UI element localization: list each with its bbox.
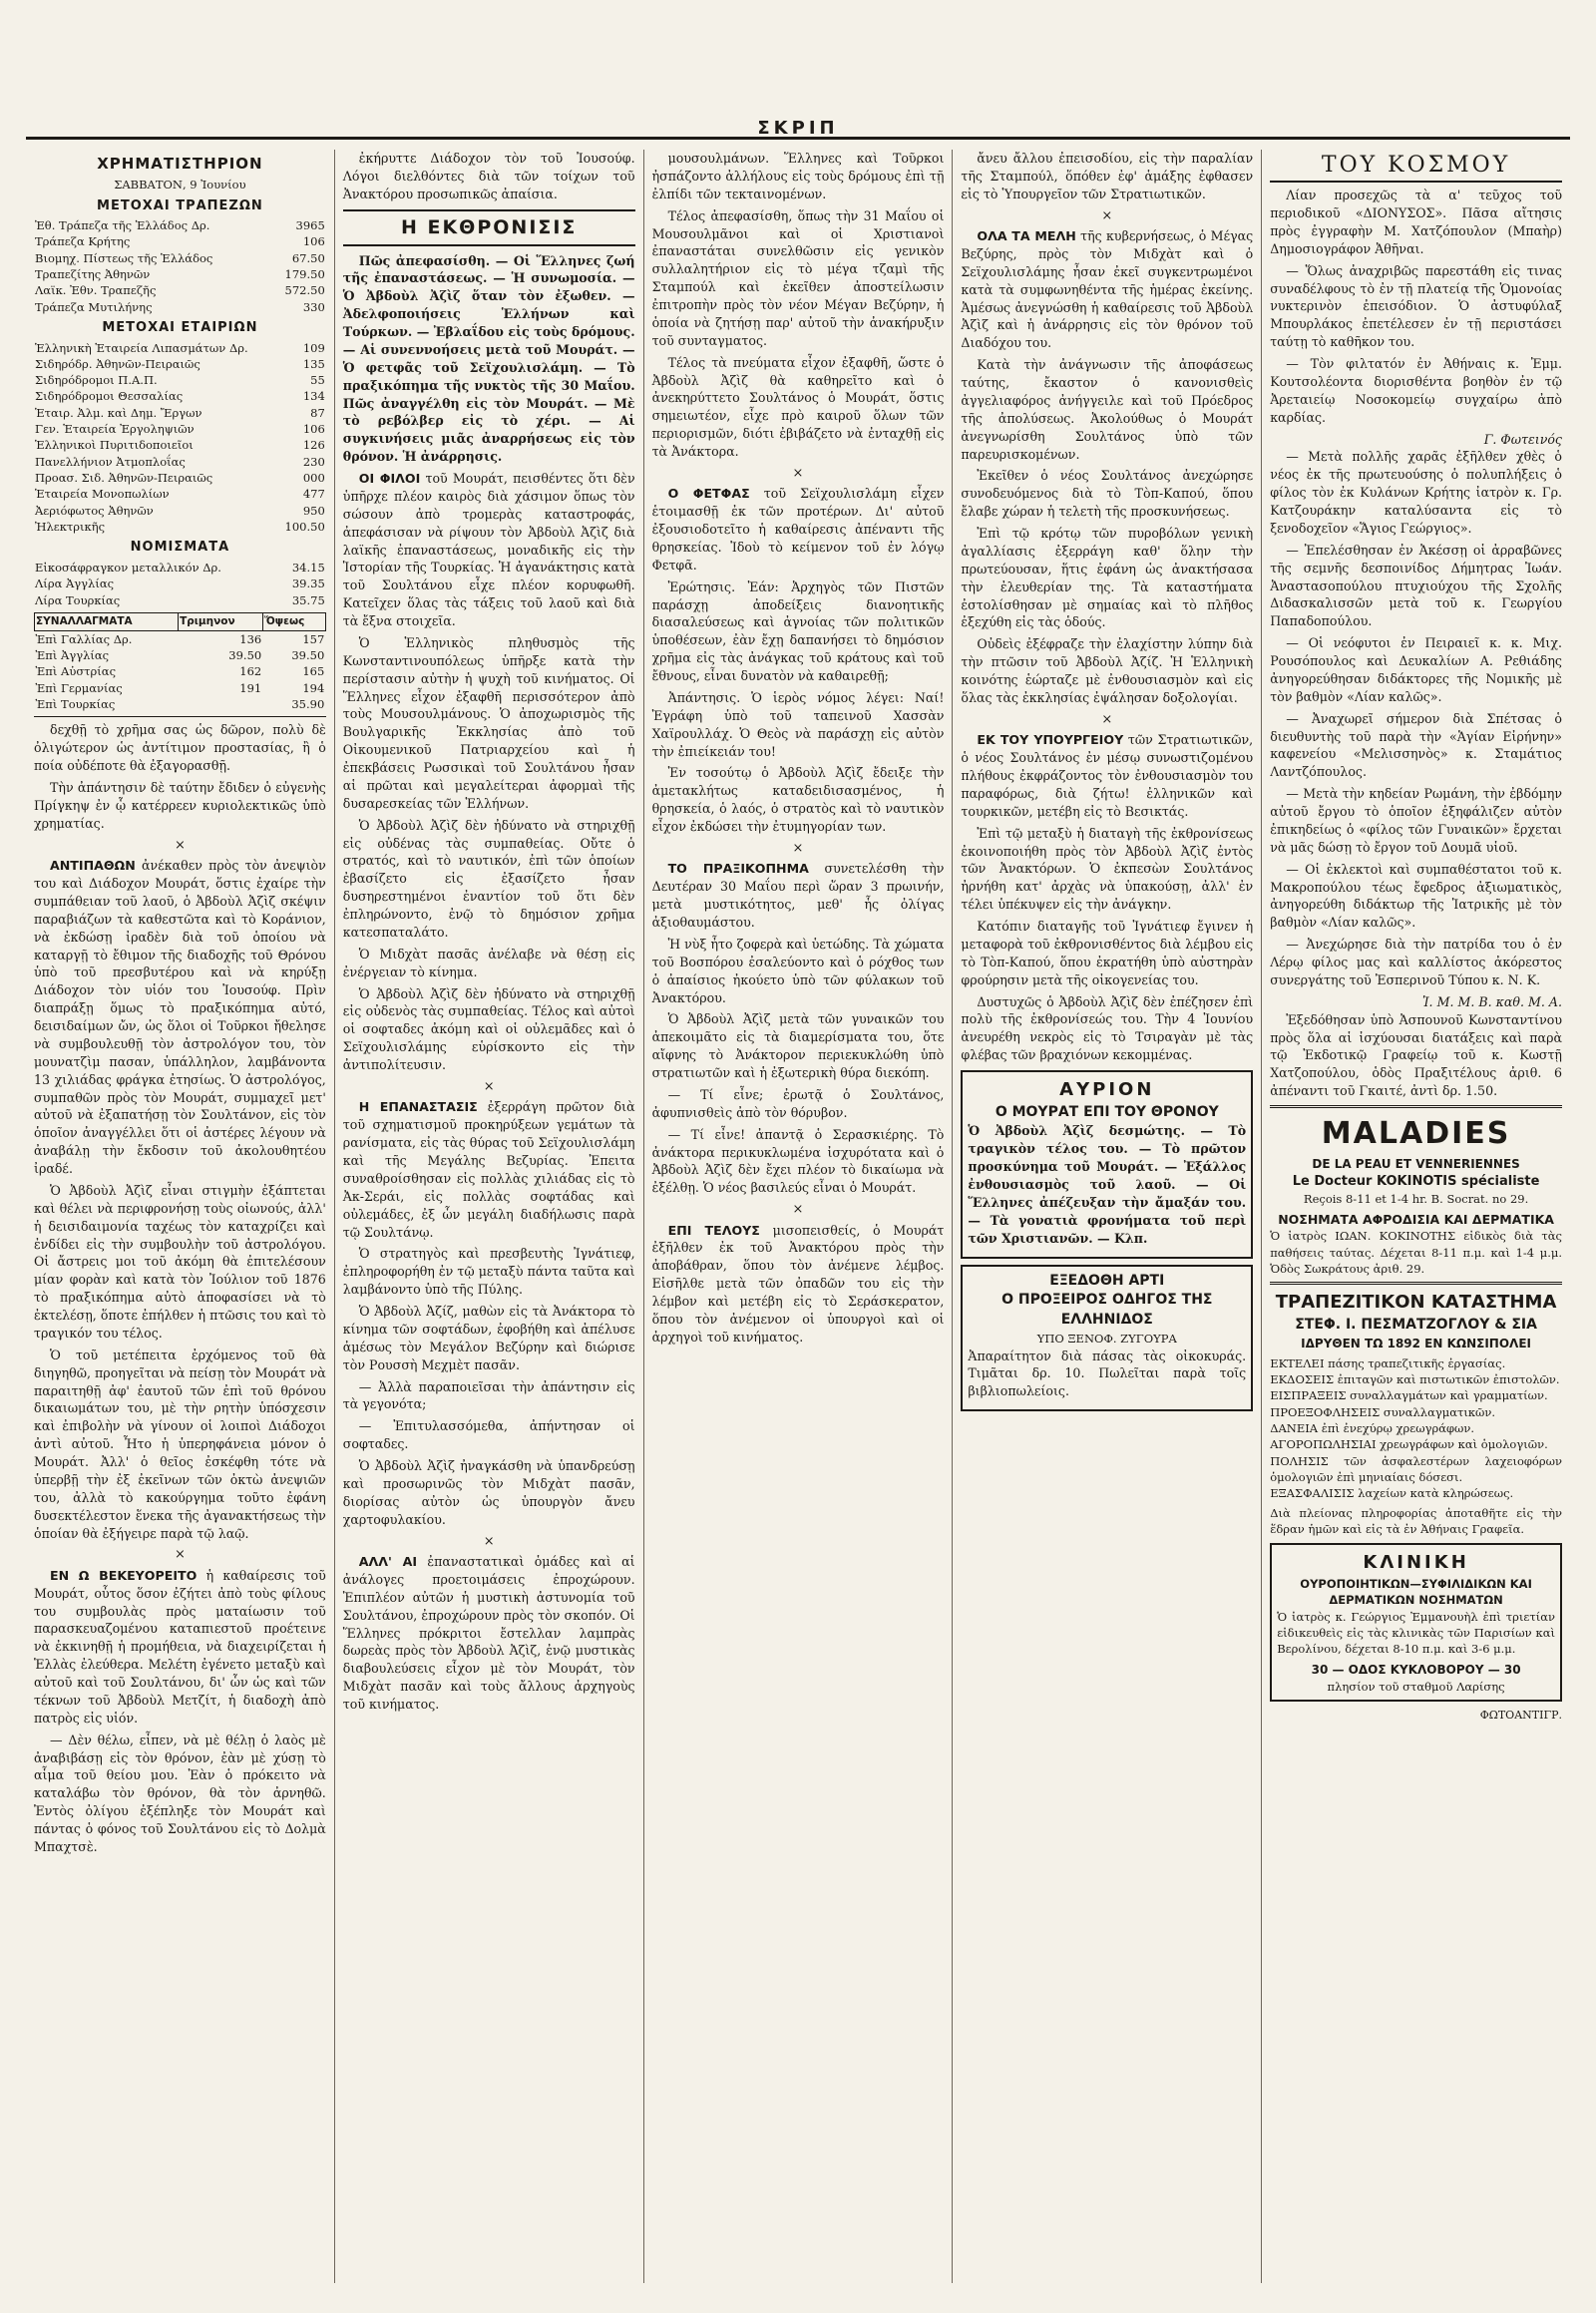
ad-clinic-sub: ΟΥΡΟΠΟΙΗΤΙΚΩΝ—ΣΥΦΙΛΙΔΙΚΩΝ ΚΑΙ ΔΕΡΜΑΤΙΚΩΝ ΝΟΣΗΜΑΤΩΝ	[1300, 1576, 1532, 1608]
table-row: Γεν. Ἑταιρεία Ἐργοληψιῶν 106	[35, 422, 325, 437]
ad-maladies-greek-text: Ὁ ἰατρὸς ΙΩΑΝ. ΚΟΚΙΝΟΤΗΣ εἰδικὸς διὰ τὰς παθήσεις ταύτας. Δέχεται 8-11 π.μ. καὶ 1-4 μ.μ. Ὁδὸς Σωκράτους ἀριθ. 29.	[1270, 1229, 1562, 1276]
section-kicker: ΕΝ Ω ΒΕΚΕΥΟΡΕΙΤΟ	[50, 1567, 198, 1583]
ad-clinic-address-2: πλησίον τοῦ σταθμοῦ Λαρίσης	[1327, 1679, 1505, 1694]
table-row: Βιομηχ. Πίστεως τῆς Ἑλλάδος 67.50	[35, 250, 325, 265]
column-3: μουσουλμάνων. Ἕλληνες καὶ Τοῦρκοι ἠσπάζοντο ἀλλήλους εἰς τοὺς δρόμους ἐπὶ τῇ ἐλπίδι τῶν τεκταινομένων. Τέλος ἀπεφασίσθη, ὅπως τὴν 31 Μαΐου οἱ Μουσουλμᾶνοι καὶ οἱ Χριστιανοὶ ἐπαναστάται συνελθῶσιν εἰς γενικὸν συλλαλητήριον εἰς τὸ μέγα τζαμὶ τῆς Σταμπούλ καὶ ἐκεῖθεν ἀποστείλωσιν ἐπιτροπὴν πρὸς τὸν νέον Μέγαν Βεζύρην, ἡ ὁποία νὰ ζητήσῃ παρ' αὐτοῦ τὴν ἀνακήρυξιν τοῦ συνταγματος. Τέλος τὰ πνεύματα εἶχον ἐξαφθῆ, ὥστε ὁ Ἀβδοὺλ Ἀζὶζ θὰ καθηρεῖτο καὶ ὁ ἀνεκηρύττετο Σουλτάνος ὁ Μουράτ, ὅστις σημειωτέον, εἶχε πρὸ καιροῦ ὅλων τῶν περιορισμῶν, διότι ἐβιβάζετο νὰ ἐνταχθῇ εἰς τὰ Ἀνάκτορα. × Ο ΦΕΤΦΑΣ τοῦ Σεϊχουλισλάμη εἶχεν ἑτοιμασθῇ ἐκ τῶν προτέρων. Δι' αὐτοῦ ἐξουσιοδοτεῖτο ἡ καθαίρεσις ἀπέναντι τῆς θρησκείας. Ἰδοὺ τὸ κείμενον τοῦ ἐν λόγῳ Φετφᾶ. Ἐρώτησις. Ἐάν: Ἀρχηγὸς τῶν Πιστῶν παράσχῃ ἀποδείξεις διανοητικῆς διασαλεύσεως καὶ ἀγνοίας τῶν πολιτικῶν ὑποθέσεων, ἐὰν ἔχῃ δαπανήσει τὸ δημόσιον χρῆμα εἰς τὰς ἀνάγκας τοῦ κράτους καὶ τοῦ ἔθνους, εἶναι δυνατὸν νὰ καθαιρεθῇ; Ἀπάντησις. Ὁ ἱερὸς νόμος λέγει: Ναί! Ἐγράφη ὑπὸ τοῦ ταπεινοῦ Χασσὰν Χαϊρουλλάχ. Ὁ Θεὸς νὰ παράσχῃ εἰς αὐτὸν τὴν ἐπιείκειάν του! Ἐν τοσούτῳ ὁ Ἀβδοὺλ Ἀζὶζ ἔδειξε τὴν ἀμετακλήτως καταδειδισασμένος, ἡ θρησκεία, ὁ λαός, ὁ στρατὸς καὶ τὸ ναυτικὸν εἶχον ἐκδώσει τὴν ἐτυμηγορίαν των. × ΤΟ ΠΡΑΞΙΚΟΠΗΜΑ συνετελέσθη τὴν Δευτέραν 30 Μαΐου περὶ ὥραν 3 πρωινήν, μετὰ μυστικότητος, μεθ' ἧς ὀλίγας ἀξιοθαυμάστου. Ἡ νὺξ ἦτο ζοφερὰ καὶ ὑετώδης. Τὰ χώματα τοῦ Βοσπόρου ἐσαλεύοντο καὶ ὁ ρόχθος των ὁ ἀπαίσιος ἠκούετο ὑπὸ τῶν φύλακων τοῦ Ἀνακτόρου. Ὁ Ἀβδοὺλ Ἀζὶζ μετὰ τῶν γυναικῶν του ἀπεκοιμᾶτο εἰς τὰ διαμερίσματα του, ὅτε αἴφνης τὸ Ἀνάκτορον περιεκυκλώθη ὑπὸ στρατιωτῶν καὶ ἡ ἐξωτερικὴ θύρα διεκόπη. — Τί εἶνε; ἐρωτᾷ ὁ Σουλτάνος, ἀφυπνισθεὶς ἀπὸ τὸν θόρυβον. — Τί εἶνε! ἀπαντᾷ ὁ Σερασκιέρης. Τὸ ἀνάκτορα περικυκλωμένα ἰσχυρότατα καὶ ὁ Ἀβδοὺλ Ἀζὶζ δὲν ἔχει πλέον τὸ δικαίωμα νὰ ἐξέλθῃ. Ὁ νέος βασιλεύς εἶναι ὁ Μουράτ. × ΕΠΙ ΤΕΛΟΥΣ μισοπεισθείς, ὁ Μουράτ ἐξῆλθεν ἐκ τοῦ Ἀνακτόρου πρὸς τὴν ἀποβάθραν, ὅπου τὸν ἀνέμενε λέμβος. Εἰσῆλθε μετὰ τῶν ὀπαδῶν του εἰς τὴν λέμβον καὶ μετέβη εἰς τὸ Σεράσκερατον, ὅπου τὸν ἀνέμενον οἱ ὑπουργοὶ καὶ οἱ ἀρχηγοὶ τοῦ κινήματος.	[644, 150, 954, 2283]
paragraph: ΕΝ Ω ΒΕΚΕΥΟΡΕΙΤΟ ἡ καθαίρεσις τοῦ Μουράτ, οὗτος ὅσον ἐζήτει ἀπὸ τοὺς φίλους του συμβουλὰς πρὸς ματαίωσιν τοῦ παρασκευαζομένου καταπιεστοῦ προέτεινε νὰ ἐκκινηθῇ ἡ προμήθεια, νὰ διαχειρίζεται ἡ Ἑλλὰς ἐλεύθερα. Μελέτη ἐγένετο μεταξὺ καὶ αὐτοῦ καὶ τοῦ Σουλτάνου, δι' ὧν ὡς καὶ τῶν τέκνων τοῦ Ἀβδοὺλ Μετζίτ, ἡ διαδοχὴ ἀπὸ πατρὸς εἰς υἱόν.	[34, 1567, 326, 1726]
paragraph: — Μετὰ πολλῆς χαρᾶς ἐξῆλθεν χθὲς ὁ νέος ἐκ τῆς πρωτευούσης ὁ πολυπλήξεις ὁ φίλος τὸν ἐκ Κυλάνων Κρήτης ἰατρὸν κ. Γρ. Κατζουράκην καταλύσαντα εἰς τὸ ξενοδοχεῖον «Ἅγιος Γεώργιος».	[1270, 449, 1562, 536]
section-kicker: ΤΟ ΠΡΑΞΙΚΟΠΗΜΑ	[667, 861, 809, 877]
book-ad-head: ΕΞΕΔΟΘΗ ΑΡΤΙ	[1049, 1272, 1165, 1289]
ad-bank	[1270, 1290, 1562, 1537]
section-kicker: ΟΙ ΦΙΛΟΙ	[358, 471, 421, 487]
ad-maladies-title: MALADIES	[1321, 1116, 1511, 1152]
paragraph: — Ἀνεχώρησε διὰ τὴν πατρίδα του ὁ ἐν Λέρῳ φίλος μας καὶ καλλίστος ἀκόρεστος συνεργάτης τοῦ Ἐσπερινοῦ Τύπου κ. Ν. Κ.	[1270, 937, 1562, 987]
table-header-row: ΣΥΝΑΛΛΑΓΜΑΤΑ Τριμηνον Ὄψεως	[35, 612, 326, 630]
ad-maladies-sub: DE LA PEAU ET VENNERIENNES	[1312, 1156, 1520, 1171]
paragraph: ΟΛΑ ΤΑ ΜΕΛΗ τῆς κυβερνήσεως, ὁ Μέγας Βεζύρης, πρὸς τὸν Μιδχὰτ καὶ ὁ Σεϊχουλισλάμης ἦσαν ἐκεῖ συγκεντρωμένοι κατὰ τὰ συμφωνηθέντα τῆς ἡμέρας ἐκείνης. Ἀμέσως ἀνεγνώσθη ἡ καθαίρεσις τοῦ Ἀβδοὺλ Ἀζὶζ καὶ ἡ ἀνάρρησις εἰς τὸν θρόνον τοῦ Διαδόχου του.	[961, 228, 1254, 351]
section-kicker: Η ΕΠΑΝΑΣΤΑΣΙΣ	[358, 1099, 478, 1115]
ad-bank-founded: ΙΔΡΥΘΕΝ ΤΩ 1892 ΕΝ ΚΩΝΣΙΠΟΛΕΙ	[1301, 1336, 1531, 1350]
ad-bank-note: Διὰ πλείονας πληροφορίας ἀποταθῆτε εἰς τὴν ἕδραν ἡμῶν καὶ εἰς τὰ ἐν Ἀθήναις Γραφεῖα.	[1270, 1505, 1562, 1536]
paragraph: Τέλος τὰ πνεύματα εἶχον ἐξαφθῆ, ὥστε ὁ Ἀβδοὺλ Ἀζὶζ θὰ καθηρεῖτο καὶ ὁ ἀνεκηρύττετο Σουλτάνος ὁ Μουράτ, ὅστις σημειωτέον, εἶχε πρὸ καιροῦ ὅλων τῶν περιορισμῶν, διότι ἐβιβάζετο νὰ ἐνταχθῇ εἰς τὰ Ἀνάκτορα.	[651, 354, 945, 459]
list-item: ΠΡΟΕΞΟΦΛΗΣΕΙΣ συναλλαγματικῶν.	[1270, 1404, 1496, 1419]
section-kicker: ΕΠΙ ΤΕΛΟΥΣ	[667, 1222, 760, 1238]
table-row: Ἀεριόφωτος Ἀθηνῶν 950	[35, 503, 325, 518]
paragraph: Ἐξεδόθησαν ὑπὸ Ἀσπουνοῦ Κωνσταντίνου πρὸς ὅλα αἱ ἰσχύουσαι διατάξεις καὶ παρὰ τῷ Ἐκδοτικῷ Γραφείῳ τοῦ κ. Κωστῇ Χατζοπούλου, ὁδὸς Πραξιτέλους ἀριθ. 6 ἀπέναντι τοῦ Γκαιτέ, ἀντὶ δρ. 1.50.	[1270, 1011, 1562, 1099]
list-item: ΕΞΑΣΦΑΛΙΣΙΣ λαχείων κατὰ κληρώσεως.	[1270, 1486, 1514, 1501]
book-ad-box	[961, 1265, 1253, 1412]
paragraph: — Τί εἶνε! ἀπαντᾷ ὁ Σερασκιέρης. Τὸ ἀνάκτορα περικυκλωμένα ἰσχυρότατα καὶ ὁ Ἀβδοὺλ Ἀζὶζ δὲν ἔχει πλέον τὸ δικαίωμα νὰ ἐξέλθῃ. Ὁ νέος βασιλεύς εἶναι ὁ Μουράτ.	[651, 1126, 945, 1196]
ad-maladies	[1270, 1113, 1562, 1277]
ad-clinic	[1270, 1543, 1562, 1702]
paragraph: ΑΝΤΙΠΑΘΩΝ ἀνέκαθεν πρὸς τὸν ἀνεψιὸν του καὶ Διάδοχον Μουράτ, ὅστις ἐχαίρε τὴν συμπάθειαν τοῦ λαοῦ, ὁ Ἀβδοὺλ Ἀζὶζ σκέψιν παραβιάζων τὰ καθεστῶτα καὶ τὸ Κοράνιον, νὰ ἐκδώσῃ ἰραδὲν διὰ τοῦ ὁποίου νὰ καταργῇ τὸ ἔθιμον τῆς διαδοχῆς τοῦ Θρόνου ὑπὸ τοῦ πρεσβυτέρου καὶ νὰ κηρύξῃ Διάδοχον τὸν υἱόν του Ἰουσούφ. Πρὶν διαπράξῃ ὅμως τὸ πραξικόπημα αὐτό, δεισιδαίμων ὤν, ὡς ὅλοι οἱ Τοῦρκοι ἤθελησε νὰ συμβουλευθῇ τὸν ἀστρολόγον του, τὸν μουνατζὶμ πασαν, ὑπάλληλον, λαμβάνοντα 13 χιλιάδας φράγκα ἐτησίως. Ὁ ἀστρολόγος, συμπαθῶν πρὸς τὸν Μουράτ, συμμαχεῖ μετ' αὐτοῦ νὰ ἐξαπατήσῃ τὸν Σουλτάνον, εἰς τὸν ὁποῖον ἀναγγέλλει ὅτι οἱ ἀστέρες λέγουν νὰ ἀναβάλῃ τὴν ἔκδοσιν τοῦ ἀκολουθητέου ἰραδέ.	[34, 858, 326, 1176]
book-ad-text: Ἀπαραίτητον διὰ πάσας τὰς οἰκοκυράς. Τιμᾶται δρ. 10. Πωλεῖται παρὰ τοῖς βιβλιοπωλείοις.	[968, 1348, 1247, 1399]
table-row: Ἠλεκτρικῆς 100.50	[35, 520, 325, 535]
table-row: Ἑταιρεία Μονοπωλίων 477	[35, 487, 325, 502]
list-item: ΕΙΣΠΡΑΞΕΙΣ συναλλαγμάτων καὶ γραμματίων.	[1270, 1388, 1548, 1403]
ad-maladies-doctor: Le Docteur KOKINOTIS spécialiste	[1292, 1173, 1540, 1189]
paragraph: — Οἱ νεόφυτοι ἐν Πειραιεῖ κ. κ. Μιχ. Ρουσόπουλος καὶ Δευκαλίων Α. Ρεθιάδης ἀνηγορεύθησαν διδάκτορες τῆς Νομικῆς μὲ τὸν βαθμὸν «Λίαν καλῶς».	[1270, 635, 1562, 704]
paragraph: Λίαν προσεχῶς τὰ α' τεῦχος τοῦ περιοδικοῦ «ΔΙΟΝΥΣΟΣ». Πᾶσα αἴτησις πρὸς ἐγγραφὴν Μ. Χατζόπουλον (Μπαὴρ) Δημοσιογράφον Ἀθῆναι.	[1270, 188, 1562, 256]
paragraph: Ὁ Ἀβδοὺλ Ἀζίζ, μαθὼν εἰς τὰ Ἀνάκτορα τὸ κίνημα τῶν σοφτάδων, ἐφοβήθη καὶ ἀπέλυσε ἀμέσως τὸν Μεγάλον Βεζύρην καὶ διώρισε τὸν Ρουσσὴ Μεχμὲτ πασᾶν.	[342, 1304, 635, 1372]
paragraph: ΟΙ ΦΙΛΟΙ τοῦ Μουράτ, πεισθέντες ὅτι δὲν ὑπῆρχε πλέον καιρὸς διὰ χάσιμον ὅπως τὸν σώσουν ἀπὸ τρομερὰς καταστροφάς, ἀπεφάσισαν νὰ ρίψουν τὸν Ἀβδοὺλ Ἀζὶζ διὰ λαϊκῆς ἐπαναστάσεως, μοναδικῆς εἰς τὴν Ἱστορίαν τῆς Τουρκίας. Ἡ ἀγανάκτησις κατὰ τοῦ Σουλτάνου εἶχε πλέον κορυφωθῆ. Κατεῖχεν ὅλας τὰς τάξεις τοῦ λαοῦ καὶ διὰ τὰ ἔξνα στοιχεῖα.	[342, 471, 635, 629]
table-row: Ἐπὶ Ἀγγλίας 39.50 39.50	[35, 648, 325, 663]
book-ad-title: Ο ΠΡΟΞΕΙΡΟΣ ΟΔΗΓΟΣ ΤΗΣ ΕΛΛΗΝΙΔΟΣ	[1001, 1292, 1213, 1329]
column-5	[1262, 150, 1570, 2283]
column-heading: ΤΟΥ ΚΟΣΜΟΥ	[1270, 150, 1562, 183]
paragraph: ἄνευ ἄλλου ἐπεισοδίου, εἰς τὴν παραλίαν τῆς Σταμπούλ, ὅπόθεν ἐφ' ἁμάξης ἐφθασεν εἰς τὸ Ὑπουργεῖον τῶν Στρατιωτικῶν.	[961, 151, 1254, 201]
paragraph: — Τὸν φιλτατόν ἐν Ἀθήναις κ. Ἐμμ. Κουτσολέοντα διορισθέντα βοηθὸν ἐν τῷ Ἀρεταιείῳ Νοσοκομείῳ συγχαίρω ἀπὸ καρδίας.	[1270, 356, 1562, 425]
ad-bank-title: ΤΡΑΠΕΖΙΤΙΚΟΝ ΚΑΤΑΣΤΗΜΑ	[1275, 1292, 1557, 1314]
masthead-title: ΣΚΡΙΠ	[26, 118, 1570, 140]
footer-stamp: ΦΩΤΟΑΝΤΙΓΡ.	[1479, 1708, 1562, 1722]
paragraph: Τὴν ἀπάντησιν δὲ ταύτην ἔδιδεν ὁ εὐγενὴς Πρίγκηψ ἐν ᾧ κατέρρεεν κυριολεκτικῶς ὑπὸ χρηματίας.	[34, 780, 326, 831]
paragraph: — Ἐπιτυλασσόμεθα, ἀπήντησαν οἱ σοφταδες.	[342, 1418, 635, 1452]
table-row: Λίρα Τουρκίας 35.75	[35, 592, 325, 607]
tomorrow-summary: Ὁ Ἀβδοὺλ Ἀζὶζ δεσμώτης. — Τὸ τραγικὸν τέλος του. — Τὸ πρῶτον προσκύνημα τοῦ Μουράτ. — Ἐξάλλος ἐνθουσιασμὸς τοῦ λαοῦ. — Οἱ Ἕλληνες ἀπέζευξαν τὴν ἄμαξάν του. — Τὰ γονατιὰ φρονήματα τοῦ περὶ τῶν Χριστιανῶν. — Κλπ.	[968, 1123, 1247, 1246]
list-item: ΠΟΛΗΣΙΣ τῶν ἀσφαλεστέρων λαχειοφόρων ὁμολογιῶν ἐπὶ μηνιαίαις δόσεσι.	[1270, 1453, 1562, 1484]
paragraph: δεχθῇ τὸ χρῆμα σας ὡς δῶρον, πολὺ δὲ ὀλιγώτερον ὡς ἀντίτιμον προστασίας, ἢ ὁ ποία οὐδέποτε θὰ ἐξαγορασθῇ.	[34, 722, 326, 774]
exchange-title: ΣΥΝΑΛΛΑΓΜΑΤΑ	[35, 612, 179, 630]
paragraph: ΕΠΙ ΤΕΛΟΥΣ μισοπεισθείς, ὁ Μουράτ ἐξῆλθεν ἐκ τοῦ Ἀνακτόρου πρὸς τὴν ἀποβάθραν, ὅπου τὸν ἀνέμενε λέμβος. Εἰσῆλθε μετὰ τῶν ὀπαδῶν του εἰς τὴν λέμβον καὶ μετέβη εἰς τὸ Σεράσκερατον, ὅπου τὸν ἀνέμενον οἱ ὑπουργοὶ καὶ οἱ ἀρχηγοὶ τοῦ κινήματος.	[651, 1222, 945, 1345]
column-4: ἄνευ ἄλλου ἐπεισοδίου, εἰς τὴν παραλίαν τῆς Σταμπούλ, ὅπόθεν ἐφ' ἁμάξης ἐφθασεν εἰς τὸ Ὑπουργεῖον τῶν Στρατιωτικῶν. × ΟΛΑ ΤΑ ΜΕΛΗ τῆς κυβερνήσεως, ὁ Μέγας Βεζύρης, πρὸς τὸν Μιδχὰτ καὶ ὁ Σεϊχουλισλάμης ἦσαν ἐκεῖ συγκεντρωμένοι κατὰ τὰ συμφωνηθέντα τῆς ἡμέρας ἐκείνης. Ἀμέσως ἀνεγνώσθη ἡ καθαίρεσις τοῦ Ἀβδοὺλ Ἀζὶζ καὶ ἡ ἀνάρρησις εἰς τὸν θρόνον τοῦ Διαδόχου του. Κατὰ τὴν ἀνάγνωσιν τῆς ἀποφάσεως ταύτης, ἔκαστον ὁ κανονισθεὶς ἀγγελιαφόρος ἀνήγγειλε καὶ τοῦ Πρόεδρος τῆς ἀπολύσεως. Ἀκολούθως ὁ Μουράτ ἀνεγνωρίσθη Σουλτάνος ὑπὸ τῶν παρευρισκομένων. Ἐκεῖθεν ὁ νέος Σουλτάνος ἀνεχώρησε συνοδευόμενος διὰ τὸ Τὸπ-Καπού, ὅπου ἔλαβε χώραν ἡ τελετὴ τῆς προσκυνήσεως. Ἐπὶ τῷ κρότῳ τῶν πυροβόλων γενικὴ ἀγαλλίασις ἐξερράγη καθ' ὅλην τὴν πρωτεύουσαν, ἥτις ἐφάνη ὡς ἀνακτήσασα τὴν ἐλευθερίαν της. Τὰ καταστήματα ἐστολίσθησαν μὲ σημαίας καὶ τὸ πλῆθος ἐξεχύθη εἰς τὰς ὁδούς. Οὐδεὶς ἐξέφραζε τὴν ἐλαχίστην λύπην διὰ τὴν πτῶσιν τοῦ Ἀβδοὺλ Ἀζίζ. Ἡ Ἑλληνικὴ κοινότης ἑώρταζε μὲ ἐνθουσιασμὸν καὶ εἰς ὅλας τὰς ἐκκλησίας ἐψάλησαν δοξολογίαι. × ΕΚ ΤΟΥ ΥΠΟΥΡΓΕΙΟΥ τῶν Στρατιωτικῶν, ὁ νέος Σουλτάνος ἐν μέσῳ συνωστιζομένου πλήθους ἐκφράζοντος τὸν ἐνθουσιασμὸν του παραφόρως, διὰ ζήτω! ἐλληνικῶν καὶ τουρκικῶν, μετέβη εἰς τὸ Βεσικτάς. Ἐπὶ τῷ μεταξὺ ἡ διαταγὴ τῆς ἐκθρονίσεως ἐκοινοποιήθη πρὸς τὸν Ἀβδοὺλ Ἀζὶζ ἐντὸς τῶν Ἀνακτόρων. Ὁ ἐκπεσὼν Σουλτάνος ἠρνήθη κατ' ἀρχὰς νὰ ὑπακούσῃ, ἀλλ' ἐν τέλει ὑπέκυψεν εἰς τὴν ἀνάγκην. Κατόπιν διαταγῆς τοῦ Ἰγνάτιεφ ἔγινεν ἡ μεταφορὰ τοῦ ἐκθρονισθέντος διὰ λέμβου εἰς τὸ Τὸπ-Καπού, ὅπου ἐκρατήθη ὑπὸ αὐστηρὰν φρούρησιν μετὰ τῆς οἰκογενείας του. Δυστυχῶς ὁ Ἀβδοὺλ Ἀζὶζ δὲν ἐπέζησεν ἐπὶ πολὺ τῆς ἐκθρονίσεώς του. Τὴν 4 Ἰουνίου ἀνευρέθη νεκρὸς εἰς τὸ Τσιραγὰν μὲ τὰς φλέβας τῶν βραχιόνων κεκομμένας. ΑΥΡΙΟΝ Ο ΜΟΥΡΑΤ ΕΠΙ ΤΟΥ ΘΡΟΝΟΥ Ὁ Ἀβδοὺλ Ἀζὶζ δεσμώτης. — Τὸ τραγικὸν τέλος του. — Τὸ πρῶτον προσκύνημα τοῦ Μουράτ. — Ἐξάλλος ἐνθουσιασμὸς τοῦ λαοῦ. — Οἱ Ἕλληνες ἀπέζευξαν τὴν ἄμαξάν του. — Τὰ γονατιὰ φρονήματα τοῦ περὶ τῶν Χριστιανῶν. — Κλπ. ΕΞΕΔΟΘΗ ΑΡΤΙ Ο ΠΡΟΞΕΙΡΟΣ ΟΔΗΓΟΣ ΤΗΣ ΕΛΛΗΝΙΔΟΣ ΥΠΟ ΞΕΝΟΦ. ΖΥΓΟΥΡΑ Ἀπαραίτητον διὰ πάσας τὰς οἰκοκυράς. Τιμᾶται δρ. 10. Πωλεῖται παρὰ τοῖς βιβλιοπωλείοις.	[953, 150, 1262, 2283]
section-kicker: ΕΚ ΤΟΥ ΥΠΟΥΡΓΕΙΟΥ	[977, 732, 1124, 748]
tomorrow-headline: Ο ΜΟΥΡΑΤ ΕΠΙ ΤΟΥ ΘΡΟΝΟΥ	[995, 1103, 1219, 1120]
paragraph: μουσουλμάνων. Ἕλληνες καὶ Τοῦρκοι ἠσπάζοντο ἀλλήλους εἰς τοὺς δρόμους ἐπὶ τῇ ἐλπίδι τῶν τεκταινομένων.	[651, 151, 945, 201]
paragraph: Ὁ Ἀβδοὺλ Ἀζὶζ μετὰ τῶν γυναικῶν του ἀπεκοιμᾶτο εἰς τὰ διαμερίσματα του, ὅτε αἴφνης τὸ Ἀνάκτορον περιεκυκλώθη ὑπὸ στρατιωτῶν καὶ ἡ ἐξωτερικὴ θύρα διεκόπη.	[651, 1011, 945, 1081]
paragraph: Ἡ νὺξ ἦτο ζοφερὰ καὶ ὑετώδης. Τὰ χώματα τοῦ Βοσπόρου ἐσαλεύοντο καὶ ὁ ρόχθος των ὁ ἀπαίσιος ἠκούετο ὑπὸ τῶν φύλακων τοῦ Ἀνακτόρου.	[651, 936, 945, 1005]
paragraph: Ἐπὶ τῷ κρότῳ τῶν πυροβόλων γενικὴ ἀγαλλίασις ἐξερράγη καθ' ὅλην τὴν πρωτεύουσαν, ἥτις ἐφάνη ὡς ἀνακτήσασα τὴν ἐλευθερίαν της. Τὰ καταστήματα ἐστολίσθησαν μὲ σημαίας καὶ τὸ πλῆθος ἐξεχύθη εἰς τὰς ὁδούς.	[961, 526, 1254, 630]
ad-clinic-address: 30 — ΟΔΟΣ ΚΥΚΛΟΒΟΡΟΥ — 30	[1311, 1662, 1521, 1677]
table-row: Σιδηρόδρομοι Θεσσαλίας 134	[35, 389, 325, 404]
table-row: Σιδηρόδρ. Ἀθηνῶν-Πειραιῶς 135	[35, 356, 325, 371]
bank-shares-table	[34, 217, 326, 315]
section-kicker: ΟΛΑ ΤΑ ΜΕΛΗ	[977, 228, 1076, 244]
ad-bank-name: ΣΤΕΦ. Ι. ΠΕΣΜΑΤΖΟΓΛΟΥ & ΣΙΑ	[1295, 1316, 1537, 1333]
table-row: Προασ. Σιδ. Ἀθηνῶν-Πειραιῶς 000	[35, 471, 325, 486]
paragraph: — Ὅλως ἀναχριβῶς παρεστάθη εἰς τινας συναδέλφους τὸ ἐν τῇ πλατείᾳ τῆς Ὁμονοίας νυκτερινὸν ἐπεισόδιον. Ὁ ἀστυφύλαξ Μπουρλάκος ἐπετέλεσεν ἐν τῇ περιστάσει ταύτῃ τὸ καθῆκον του.	[1270, 262, 1562, 350]
section-kicker: ΑΛΛ' ΑΙ	[358, 1554, 418, 1569]
paragraph: Ὁ Ἀβδοὺλ Ἀζὶζ δὲν ἠδύνατο νὰ στηριχθῇ εἰς οὐδένας τὰς συμπαθείας. Οὔτε ὁ στρατός, καὶ τὸ ναυτικόν, ἐπὶ τῶν ὁποίων ἐβασίζετο εἰς ἐξασίζετο ἦσαν δυσηρεστημένοι ἐναντίον τοῦ ὅτι δὲν ἐπληρώνοντο, ἐνῷ τὸ δημόσιον χρῆμα κατεσπαταλάτο.	[342, 817, 635, 940]
paragraph: Ὁ Μιδχὰτ πασᾶς ἀνέλαβε νὰ θέσῃ εἰς ἐνέργειαν τὸ κίνημα.	[342, 946, 635, 979]
paragraph: Τέλος ἀπεφασίσθη, ὅπως τὴν 31 Μαΐου οἱ Μουσουλμᾶνοι καὶ οἱ Χριστιανοὶ ἐπαναστάται συνελθῶσιν εἰς γενικὸν συλλαλητήριον εἰς τὸ μέγα τζαμὶ τῆς Σταμπούλ καὶ ἐκεῖθεν ἀποστείλωσιν ἐπιτροπὴν πρὸς τὸν νέον Μέγαν Βεζύρην, ἡ ὁποία νὰ ζητήσῃ παρ' αὐτοῦ τὴν ἀνακήρυξιν τοῦ συνταγματος.	[651, 207, 945, 348]
paragraph: — Οἱ ἐκλεκτοὶ καὶ συμπαθέστατοι τοῦ κ. Μακροπούλου τέως ἔφεδρος ἀξιωματικὸς, ἀνηγορεύθη διδάκτωρ τῆς Ἰατρικῆς μὲ τὸν βαθμὸν «Λίαν καλῶς».	[1270, 861, 1562, 931]
paragraph: ἐκήρυττε Διάδοχον τὸν τοῦ Ἰουσούφ. Λόγοι διελθόντες διὰ τῶν τοίχων τοῦ Ἀνακτόρου προσωπικῶς ἀπαίσια.	[342, 151, 635, 201]
paragraph: — Ἀλλὰ παραποιεῖσαι τὴν ἀπάντησιν εἰς τὰ γεγονότα;	[342, 1378, 635, 1412]
tomorrow-box	[961, 1070, 1253, 1259]
table-row: Ἐπὶ Αὐστρίας 162 165	[35, 664, 325, 679]
list-item: ΕΚΤΕΛΕΙ πάσης τραπεζιτικῆς ἐργασίας.	[1270, 1355, 1506, 1370]
paragraph: Ἐκεῖθεν ὁ νέος Σουλτάνος ἀνεχώρησε συνοδευόμενος διὰ τὸ Τὸπ-Καπού, ὅπου ἔλαβε χώραν ἡ τελετὴ τῆς προσκυνήσεως.	[961, 468, 1254, 520]
table-row: Λαϊκ. Ἐθν. Τραπεζῆς 572.50	[35, 283, 325, 298]
company-shares-table	[34, 340, 326, 536]
paragraph: — Ἀναχωρεῖ σήμερον διὰ Σπέτσας ὁ διευθυντὴς τοῦ παρὰ τὴν «Ἁγίαν Εἰρήνην» καφενείου «Μελισσηνὸς» κ. Σταμάτιος Λαντζόπουλος.	[1270, 710, 1562, 780]
company-shares-title: ΜΕΤΟΧΑΙ ΕΤΑΙΡΙΩΝ	[102, 320, 258, 336]
paragraph: Οὐδεὶς ἐξέφραζε τὴν ἐλαχίστην λύπην διὰ τὴν πτῶσιν τοῦ Ἀβδοὺλ Ἀζίζ. Ἡ Ἑλληνικὴ κοινότης ἑώρταζε μὲ ἐνθουσιασμὸν καὶ εἰς ὅλας τὰς ἐκκλησίας ἐψάλησαν δοξολογίαι.	[961, 636, 1254, 705]
paragraph: Ἐν τοσούτῳ ὁ Ἀβδοὺλ Ἀζὶζ ἔδειξε τὴν ἀμετακλήτως καταδειδισασμένος, ἡ θρησκεία, ὁ λαός, ὁ στρατὸς καὶ τὸ ναυτικὸν εἶχον ἐκδώσει τὴν ἐτυμηγορίαν των.	[651, 765, 945, 835]
article-summary: Πῶς ἀπεφασίσθη. — Οἱ Ἕλληνες ζωή τῆς ἐπαναστάσεως. — Ἡ συνωμοσία. — Ὁ Ἀβδοὺλ Ἀζὶζ ὅταν τὸν ἐξωθεν. — Ἀδελφοποιήσεις Ἑλλήνων καὶ Τούρκων. — Ἐβλαΐδου εἰς τοὺς δρόμους. — Αἱ συνεννοήσεις μετὰ τοῦ Μουράτ. — Ὁ φετφᾶς τοῦ Σεϊχουλισλάμη. — Τὸ πραξικόπημα τῆς νυκτὸς τῆς 30 Μαΐου. Πῶς ἀναγγέλθη εἰς τὸν Μουράτ. — Μὲ τὸ ρεβόλβερ εἰς τὸ χέρι. — Αἱ συγκινήσεις μιᾶς ἀναρρήσεως εἰς τὸν θρόνον. Ἡ ἀνάρρησις.	[342, 252, 635, 465]
ad-clinic-title: ΚΛΙΝΙΚΗ	[1363, 1552, 1469, 1574]
bourse-date: ΣΑΒΒΑΤΟΝ, 9 Ἰουνίου	[114, 178, 246, 193]
paragraph: Ἐπὶ τῷ μεταξὺ ἡ διαταγὴ τῆς ἐκθρονίσεως ἐκοινοποιήθη πρὸς τὸν Ἀβδοὺλ Ἀζὶζ ἐντὸς τῶν Ἀνακτόρων. Ὁ ἐκπεσὼν Σουλτάνος ἠρνήθη κατ' ἀρχὰς νὰ ὑπακούσῃ, ἀλλ' ἐν τέλει ὑπέκυψεν εἰς τὴν ἀνάγκην.	[961, 825, 1254, 913]
table-row: Σιδηρόδρομοι Π.Α.Π. 55	[35, 373, 325, 388]
table-row: Τράπεζα Μυτιλήνης 330	[35, 299, 325, 314]
paragraph: Ο ΦΕΤΦΑΣ τοῦ Σεϊχουλισλάμη εἶχεν ἑτοιμασθῇ ἐκ τῶν προτέρων. Δι' αὐτοῦ ἐξουσιοδοτεῖτο ἡ καθαίρεσις ἀπέναντι τῆς θρησκείας. Ἰδοὺ τὸ κείμενον τοῦ ἐν λόγῳ Φετφᾶ.	[651, 486, 945, 573]
table-row: Λίρα Ἀγγλίας 39.35	[35, 577, 325, 591]
tomorrow-title: ΑΥΡΙΟΝ	[1059, 1079, 1155, 1101]
list-item: ΔΑΝΕΙΑ ἐπὶ ἐνεχύρῳ χρεωγράφων.	[1270, 1421, 1475, 1436]
coins-table	[34, 560, 326, 608]
list-item: ΕΚΔΟΣΕΙΣ ἐπιταγῶν καὶ πιστωτικῶν ἐπιστολῶν.	[1270, 1372, 1560, 1387]
ad-maladies-greek-title: ΝΟΣΗΜΑΤΑ ΑΦΡΟΔΙΣΙΑ ΚΑΙ ΔΕΡΜΑΤΙΚΑ	[1278, 1211, 1554, 1227]
table-row: Ἐθ. Τράπεζα τῆς Ἑλλάδος Δρ. 3965	[35, 218, 325, 233]
signature: Ἰ. Μ. Μ. Β. καθ. Μ. Α.	[1422, 993, 1562, 1009]
paragraph: Κατόπιν διαταγῆς τοῦ Ἰγνάτιεφ ἔγινεν ἡ μεταφορὰ τοῦ ἐκθρονισθέντος διὰ λέμβου εἰς τὸ Τὸπ-Καπού, ὅπου ἐκρατήθη ὑπὸ αὐστηρὰν φρούρησιν μετὰ τῆς οἰκογενείας του.	[961, 919, 1254, 987]
paragraph: Ὁ Ἀβδοὺλ Ἀζὶζ εἶναι στιγμὴν ἐξάπτεται καὶ θέλει νὰ περιφρονήσῃ τοὺς οἰωνούς, ἀλλ' ἡ δεισιδαιμονία ταχέως τὸν καταχρίζει καὶ ἐνδίδει εἰς τὴν συμβουλὴν τοῦ ἀστρολόγου. Οἱ ἄστρεις μοι τοῦ ἀκόμη θὰ ἐπιτελέσουν μίαν φορὰν καὶ κατὰ τὸν Ἰούλιον τοῦ 1876 τὸ πραξικόπημα αὐτὸ ἀποφασίσει νὰ τὸ ἐκτελέσῃ, ὅποτε ἐπήλθεν ἡ πτῶσις του καὶ τὸ τραγικόν του τέλος.	[34, 1182, 326, 1341]
paragraph: — Δὲν θέλω, εἶπεν, νὰ μὲ θέλῃ ὁ λαὸς μὲ ἀναβιβάσῃ εἰς τὸν θρόνον, ἐὰν μὲ χύσῃ τὸ αἷμα τοῦ θείου μου. Ἐὰν ὁ πρόκειτο νὰ καταλάβω τὸν θρόνον, θὰ τὸν ἀρνηθῶ. Ἐντὸς ὀλίγου ἐξέπληξε τὸν Μουράτ καὶ πάντας ὁ φόνος τοῦ Σουλτάνου εἰς τὸ Δολμὰ Μπαχτσὲ.	[34, 1732, 326, 1854]
paragraph: Ὁ τοῦ μετέπειτα ἐρχόμενος τοῦ θὰ διηγηθῶ, προηγεῖται νὰ πείσῃ τὸν Μουράτ νὰ παραιτηθῇ ἀφ' ἑαυτοῦ τῶν ἐπὶ τοῦ θρόνου δικαιωμάτων του, μὲ τὴν ρητὴν ὑπόσχεσιν καὶ ἐπιβολὴν νὰ γίνουν οἱ λοιποὶ Διάδοχοι ἀντὶ αὐτοῦ. Ἦτο ἡ ὑπερηφάνεια μόνον ὁ Μουράτ. Ἀλλ' ὁ θεῖος ἐσκέφθη τότε νὰ ὑπερβῇ τὴν ἐξ ἐκεῖνων τῶν ὀκτὼ ἀνεψιῶν του, ἀλλὰ τὸ κακούργημα τοῦτο ἐφάνη δυσεκτέλεστον ἕνεκα τῆς ἀγανακτήσεως τὴν ὁποίαν θὰ ἐξήγειρε παρὰ τῷ λαῷ.	[34, 1347, 326, 1541]
paragraph: — Ἐπελέσθησαν ἐν Ἀκέσσῃ οἱ ἀρραβῶνες τῆς σεμνῆς δεσποινίδος Δήμητρας Ἰωάν. Ἀναστασοπούλου πτυχιούχου τῆς Σχολῆς Διδασκαλισσῶν μετὰ τοῦ κ. Γεωργίου Παπαδοπούλου.	[1270, 542, 1562, 629]
paragraph: Ἐρώτησις. Ἐάν: Ἀρχηγὸς τῶν Πιστῶν παράσχῃ ἀποδείξεις διανοητικῆς διασαλεύσεως καὶ ἀγνοίας τῶν πολιτικῶν ὑποθέσεων, ἐὰν ἔχῃ δαπανήσει τὸ δημόσιον χρῆμα εἰς τὰς ἀνάγκας τοῦ κράτους καὶ τοῦ ἔθνους, εἶναι δυνατὸν νὰ καθαιρεθῇ;	[651, 578, 945, 684]
section-kicker: Ο ΦΕΤΦΑΣ	[667, 486, 750, 502]
paragraph: Κατὰ τὴν ἀνάγνωσιν τῆς ἀποφάσεως ταύτης, ἔκαστον ὁ κανονισθεὶς ἀγγελιαφόρος ἀνήγγειλε καὶ τοῦ Πρόεδρος τῆς ἀπολύσεως. Ἀκολούθως ὁ Μουράτ ἀνεγνωρίσθη Σουλτάνος ὑπὸ τῶν παρευρισκομένων.	[961, 357, 1254, 462]
ad-clinic-text: Ὁ ἰατρὸς κ. Γεώργιος Ἐμμανουὴλ ἐπὶ τριετίαν εἰδικευθεὶς εἰς τὰς κλινικὰς τῶν Παρισίων καὶ Βερολίνου, δέχεται 8-10 π.μ. καὶ 3-6 μ.μ.	[1277, 1609, 1555, 1657]
table-row: Ἐπὶ Τουρκίας 35.90	[35, 697, 325, 712]
section-kicker: ΑΝΤΙΠΑΘΩΝ	[50, 858, 136, 874]
table-row: Ἐπὶ Γαλλίας Δρ. 136 157	[35, 631, 325, 646]
paragraph: Ὁ στρατηγὸς καὶ πρεσβευτὴς Ἰγνάτιεφ, ἐπληροφορήθη ἐν τῷ μεταξὺ πάντα ταῦτα καὶ λαμβάνοντο ὑπὸ τῆς Πύλης.	[342, 1246, 635, 1298]
paragraph: Ὁ Ἑλληνικὸς πληθυσμὸς τῆς Κωνσταντινουπόλεως ὑπῆρξε κατὰ τὴν περίστασιν αὐτὴν ἡ ψυχὴ τοῦ κινήματος. Οἱ Ἕλληνες εἶχον ἐξαφθῆ περισσότερον ἀπὸ τοὺς Μουσουλμάνους. Ὁ ἀποχωρισμὸς τῆς Βουλγαρικῆς Ἐκκλησίας ἀπὸ τοῦ Οἰκουμενικοῦ Πατριαρχείου καὶ ἡ ἐπεκβάσεις Ρωσσικαὶ τοῦ Σουλτάνου ἦσαν αἱ πρῶται καὶ μεγαλείτεραι ἀφορμαὶ τῆς δυσαρεσκείας τῶν Ἑλλήνων.	[342, 634, 635, 811]
list-item: ΑΓΟΡΟΠΩΛΗΣΙΑΙ χρεωγράφων καὶ ὁμολογιῶν.	[1270, 1437, 1548, 1452]
paragraph: Δυστυχῶς ὁ Ἀβδοὺλ Ἀζὶζ δὲν ἐπέζησεν ἐπὶ πολὺ τῆς ἐκθρονίσεώς του. Τὴν 4 Ἰουνίου ἀνευρέθη νεκρὸς εἰς τὸ Τσιραγὰν μὲ τὰς φλέβας τῶν βραχιόνων κεκομμένας.	[961, 993, 1254, 1063]
exchange-table	[34, 612, 326, 713]
ad-bank-services	[1270, 1355, 1562, 1502]
signature: Γ. Φωτεινός	[1483, 431, 1562, 447]
book-ad-author: ΥΠΟ ΞΕΝΟΦ. ΖΥΓΟΥΡΑ	[1036, 1332, 1177, 1347]
article-title: Η ΕΚΘΡΟΝΙΣΙΣ	[343, 209, 635, 246]
table-row: Τραπεζίτης Ἀθηνῶν 179.50	[35, 267, 325, 282]
table-row: Εἰκοσάφραγκον μεταλλικόν Δρ. 34.15	[35, 560, 325, 575]
coins-title: ΝΟΜΙΣΜΑΤΑ	[130, 540, 230, 556]
ad-maladies-hours: Reçois 8-11 et 1-4 hr. B. Socrat. no 29.	[1303, 1192, 1529, 1207]
table-row: Ἐπὶ Γερμανίας 191 194	[35, 680, 325, 695]
paragraph: — Μετὰ τὴν κηδείαν Ρωμάνη, τὴν ἐβδόμην αὐτοῦ ἔργου τὸ ὁποῖον ἐξηφάλιζεν αὐτὸν ἐπικηδείως ὁ «φίλος τῶν Γυναικῶν» ἔρχεται νὰ μᾶς δώσῃ τὸ ἔργον τοῦ Δουμᾶ υἱοῦ.	[1270, 786, 1562, 855]
columns	[26, 150, 1570, 2283]
paragraph: Ὁ Ἀβδοὺλ Ἀζὶζ δὲν ἠδύνατο νὰ στηριχθῇ εἰς οὐδενὸς τὰς συμπαθείας. Τέλος καὶ αὐτοὶ οἱ σοφταδες ἀκόμη καὶ οἱ οὐλεμᾶδες καὶ ὁ Σεϊχουλισλάμης εὑρίσκοντο εἰς τὴν ἀντιπολίτευσιν.	[342, 985, 635, 1073]
table-row: Πανελλήνιον Ἀτμοπλοΐας 230	[35, 454, 325, 469]
paragraph: Ἀπάντησις. Ὁ ἱερὸς νόμος λέγει: Ναί! Ἐγράφη ὑπὸ τοῦ ταπεινοῦ Χασσὰν Χαϊρουλλάχ. Ὁ Θεὸς νὰ παράσχῃ εἰς αὐτὸν τὴν ἐπιείκειάν του!	[651, 689, 945, 759]
paragraph: Ὁ Ἀβδοὺλ Ἀζὶζ ἠναγκάσθη νὰ ὑπανδρεύσῃ καὶ προσωρινῶς τὸν Μιδχὰτ πασᾶν, διορίσας αὐτὸν ὡς ὑπουργὸν ἄνευ χαρτοφυλακίου.	[342, 1458, 635, 1527]
bank-shares-title: ΜΕΤΟΧΑΙ ΤΡΑΠΕΖΩΝ	[97, 197, 263, 213]
paragraph: ΕΚ ΤΟΥ ΥΠΟΥΡΓΕΙΟΥ τῶν Στρατιωτικῶν, ὁ νέος Σουλτάνος ἐν μέσῳ συνωστιζομένου πλήθους ἐκφράζοντος τὸν ἐνθουσιασμὸν του παραφόρως, διὰ ζήτω! ἐλληνικῶν καὶ τουρκικῶν, μετέβη εἰς τὸ Βεσικτάς.	[961, 732, 1254, 819]
column-1: ΧΡΗΜΑΤΙΣΤΗΡΙΟΝ ΣΑΒΒΑΤΟΝ, 9 Ἰουνίου ΜΕΤΟΧΑΙ ΤΡΑΠΕΖΩΝ Ἐθ. Τράπεζα τῆς Ἑλλάδος Δρ. 3965 Τράπεζα Κρήτης 106 Βιομηχ. Πίστεως τῆς Ἑλλάδος 67.50 Τραπεζίτης Ἀθηνῶν 179.50 Λαϊκ. Ἐθν. Τραπεζῆς 572.50 Τράπεζα Μυτιλήνης 330 ΜΕΤΟΧΑΙ ΕΤΑΙΡΙΩΝ Ἑλληνικὴ Ἑταιρεία Λιπασμάτων Δρ. 109 Σιδηρόδρ. Ἀθηνῶν-Πειραιῶς 135 Σιδηρόδρομοι Π.Α.Π. 55 Σιδηρόδρομοι Θεσσαλίας 134 Ἑταιρ. Ἀλμ. καὶ Δημ. Ἔργων 87 Γεν. Ἑταιρεία Ἐργοληψιῶν 106 Ἑλληνικοὶ Πυριτιδοποιεῖοι 126 Πανελλήνιον Ἀτμοπλοΐας 230 Προασ. Σιδ. Ἀθηνῶν-Πειραιῶς 000 Ἑταιρεία Μονοπωλίων 477 Ἀεριόφωτος Ἀθηνῶν 950 Ἠλεκτρικῆς 100.50 ΝΟΜΙΣΜΑΤΑ Εἰκοσάφραγκον μεταλλικόν Δρ. 34.15 Λίρα Ἀγγλίας 39.35 Λίρα Τουρκίας 35.75 ΣΥΝΑΛΛΑΓΜΑΤΑ Τριμηνον Ὄψεως Ἐπὶ Γαλλίας Δρ. 136 157 Ἐπὶ Ἀγγλίας 39.50 39.50 Ἐπὶ Αὐστρίας 162 165 Ἐπὶ Γερμανίας 191 194 Ἐπὶ Τουρκίας 35.90 δεχθῇ τὸ χρῆμα σας ὡς δῶρον, πολὺ δὲ ὀλιγώτερον ὡς ἀντίτιμον προστασίας, ἢ ὁ ποία οὐδέποτε θὰ ἐξαγορασθῇ. Τὴν ἀπάντησιν δὲ ταύτην ἔδιδεν ὁ εὐγενὴς Πρίγκηψ ἐν ᾧ κατέρρεεν κυριολεκτικῶς ὑπὸ χρηματίας. × ΑΝΤΙΠΑΘΩΝ ἀνέκαθεν πρὸς τὸν ἀνεψιὸν του καὶ Διάδοχον Μουράτ, ὅστις ἐχαίρε τὴν συμπάθειαν τοῦ λαοῦ, ὁ Ἀβδοὺλ Ἀζὶζ σκέψιν παραβιάζων τὰ καθεστῶτα καὶ τὸ Κοράνιον, νὰ ἐκδώσῃ ἰραδὲν διὰ τοῦ ὁποίου νὰ καταργῇ τὸ ἔθιμον τῆς διαδοχῆς τοῦ Θρόνου ὑπὸ τοῦ πρεσβυτέρου καὶ νὰ κηρύξῃ Διάδοχον τὸν υἱόν του Ἰουσούφ. Πρὶν διαπράξῃ ὅμως τὸ πραξικόπημα αὐτό, δεισιδαίμων ὤν, ὡς ὅλοι οἱ Τοῦρκοι ἤθελησε νὰ συμβουλευθῇ τὸν ἀστρολόγον του, τὸν μουνατζὶμ πασαν, ὑπάλληλον, λαμβάνοντα 13 χιλιάδας φράγκα ἐτησίως. Ὁ ἀστρολόγος, συμπαθῶν πρὸς τὸν Μουράτ, συμμαχεῖ μετ' αὐτοῦ νὰ ἐξαπατήσῃ τὸν Σουλτάνον, εἰς τὸν ὁποῖον ἀναγγέλλει ὅτι οἱ ἀστέρες λέγουν νὰ ἀναβάλῃ τὴν ἔκδοσιν τοῦ ἀκολουθητέου ἰραδέ. Ὁ Ἀβδοὺλ Ἀζὶζ εἶναι στιγμὴν ἐξάπτεται καὶ θέλει νὰ περιφρονήσῃ τοὺς οἰωνούς, ἀλλ' ἡ δεισιδαιμονία ταχέως τὸν καταχρίζει καὶ ἐνδίδει εἰς τὴν συμβουλὴν τοῦ ἀστρολόγου. Οἱ ἄστρεις μοι τοῦ ἀκόμη θὰ ἐπιτελέσουν μίαν φορὰν καὶ κατὰ τὸν Ἰούλιον τοῦ 1876 τὸ πραξικόπημα αὐτὸ ἀποφασίσει νὰ τὸ ἐκτελέσῃ, ὅποτε ἐπήλθεν ἡ πτῶσις του καὶ τὸ τραγικόν του τέλος. Ὁ τοῦ μετέπειτα ἐρχόμενος τοῦ θὰ διηγηθῶ, προηγεῖται νὰ πείσῃ τὸν Μουράτ νὰ παραιτηθῇ ἀφ' ἑαυτοῦ τῶν ἐπὶ τοῦ θρόνου δικαιωμάτων του, μὲ τὴν ρητὴν ὑπόσχεσιν καὶ ἐπιβολὴν νὰ γίνουν οἱ λοιποὶ Διάδοχοι ἀντὶ αὐτοῦ. Ἦτο ἡ ὑπερηφάνεια μόνον ὁ Μουράτ. Ἀλλ' ὁ θεῖος ἐσκέφθη τότε νὰ ὑπερβῇ τὴν ἐξ ἐκεῖνων τῶν ὀκτὼ ἀνεψιῶν του, ἀλλὰ τὸ κακούργημα τοῦτο ἐφάνη δυσεκτέλεστον ἕνεκα τῆς ἀγανακτήσεως τὴν ὁποίαν θὰ ἐξήγειρε παρὰ τῷ λαῷ. × ΕΝ Ω ΒΕΚΕΥΟΡΕΙΤΟ ἡ καθαίρεσις τοῦ Μουράτ, οὗτος ὅσον ἐζήτει ἀπὸ τοὺς φίλους του συμβουλὰς πρὸς ματαίωσιν τοῦ παρασκευαζομένου καταπιεστοῦ προέτεινε νὰ ἐκκινηθῇ ἡ προμήθεια, νὰ διαχειρίζεται ἡ Ἑλλὰς ἐλεύθερα. Μελέτη ἐγένετο μεταξὺ καὶ αὐτοῦ καὶ τοῦ Σουλτάνου, δι' ὧν ὡς καὶ τῶν τέκνων τοῦ Ἀβδοὺλ Μετζίτ, ἡ διαδοχὴ ἀπὸ πατρὸς εἰς υἱόν. — Δὲν θέλω, εἶπεν, νὰ μὲ θέλῃ ὁ λαὸς μὲ ἀναβιβάσῃ εἰς τὸν θρόνον, ἐὰν μὲ χύσῃ τὸ αἷμα τοῦ θείου μου. Ἐὰν ὁ πρόκειτο νὰ καταλάβω τὸν θρόνον, θὰ τὸν ἀρνηθῶ. Ἐντὸς ὀλίγου ἐξέπληξε τὸν Μουράτ καὶ πάντας ὁ φόνος τοῦ Σουλτάνου εἰς τὸ Δολμὰ Μπαχτσὲ.	[26, 150, 335, 2283]
table-row: Ἑλληνικοὶ Πυριτιδοποιεῖοι 126	[35, 438, 325, 453]
table-row: Τράπεζα Κρήτης 106	[35, 234, 325, 249]
paragraph: — Τί εἶνε; ἐρωτᾷ ὁ Σουλτάνος, ἀφυπνισθεὶς ἀπὸ τὸν θόρυβον.	[651, 1086, 945, 1120]
column-2: ἐκήρυττε Διάδοχον τὸν τοῦ Ἰουσούφ. Λόγοι διελθόντες διὰ τῶν τοίχων τοῦ Ἀνακτόρου προσωπικῶς ἀπαίσια. Η ΕΚΘΡΟΝΙΣΙΣ Πῶς ἀπεφασίσθη. — Οἱ Ἕλληνες ζωή τῆς ἐπαναστάσεως. — Ἡ συνωμοσία. — Ὁ Ἀβδοὺλ Ἀζὶζ ὅταν τὸν ἐξωθεν. — Ἀδελφοποιήσεις Ἑλλήνων καὶ Τούρκων. — Ἐβλαΐδου εἰς τοὺς δρόμους. — Αἱ συνεννοήσεις μετὰ τοῦ Μουράτ. — Ὁ φετφᾶς τοῦ Σεϊχουλισλάμη. — Τὸ πραξικόπημα τῆς νυκτὸς τῆς 30 Μαΐου. Πῶς ἀναγγέλθη εἰς τὸν Μουράτ. — Μὲ τὸ ρεβόλβερ εἰς τὸ χέρι. — Αἱ συγκινήσεις μιᾶς ἀναρρήσεως εἰς τὸν θρόνον. Ἡ ἀνάρρησις. ΟΙ ΦΙΛΟΙ τοῦ Μουράτ, πεισθέντες ὅτι δὲν ὑπῆρχε πλέον καιρὸς διὰ χάσιμον ὅπως τὸν σώσουν ἀπὸ τρομερὰς καταστροφάς, ἀπεφάσισαν νὰ ρίψουν τὸν Ἀβδοὺλ Ἀζὶζ διὰ λαϊκῆς ἐπαναστάσεως, μοναδικῆς εἰς τὴν Ἱστορίαν τῆς Τουρκίας. Ἡ ἀγανάκτησις κατὰ τοῦ Σουλτάνου εἶχε πλέον κορυφωθῆ. Κατεῖχεν ὅλας τὰς τάξεις τοῦ λαοῦ καὶ διὰ τὰ ἔξνα στοιχεῖα. Ὁ Ἑλληνικὸς πληθυσμὸς τῆς Κωνσταντινουπόλεως ὑπῆρξε κατὰ τὴν περίστασιν αὐτὴν ἡ ψυχὴ τοῦ κινήματος. Οἱ Ἕλληνες εἶχον ἐξαφθῆ περισσότερον ἀπὸ τοὺς Μουσουλμάνους. Ὁ ἀποχωρισμὸς τῆς Βουλγαρικῆς Ἐκκλησίας ἀπὸ τοῦ Οἰκουμενικοῦ Πατριαρχείου καὶ ἡ ἐπεκβάσεις Ρωσσικαὶ τοῦ Σουλτάνου ἦσαν αἱ πρῶται καὶ μεγαλείτεραι ἀφορμαὶ τῆς δυσαρεσκείας τῶν Ἑλλήνων. Ὁ Ἀβδοὺλ Ἀζὶζ δὲν ἠδύνατο νὰ στηριχθῇ εἰς οὐδένας τὰς συμπαθείας. Οὔτε ὁ στρατός, καὶ τὸ ναυτικόν, ἐπὶ τῶν ὁποίων ἐβασίζετο εἰς ἐξασίζετο ἦσαν δυσηρεστημένοι ἐναντίον τοῦ ὅτι δὲν ἐπληρώνοντο, ἐνῷ τὸ δημόσιον χρῆμα κατεσπαταλάτο. Ὁ Μιδχὰτ πασᾶς ἀνέλαβε νὰ θέσῃ εἰς ἐνέργειαν τὸ κίνημα. Ὁ Ἀβδοὺλ Ἀζὶζ δὲν ἠδύνατο νὰ στηριχθῇ εἰς οὐδενὸς τὰς συμπαθείας. Τέλος καὶ αὐτοὶ οἱ σοφταδες ἀκόμη καὶ οἱ οὐλεμᾶδες καὶ ὁ Σεϊχουλισλάμης εὑρίσκοντο εἰς τὴν ἀντιπολίτευσιν. × Η ΕΠΑΝΑΣΤΑΣΙΣ ἐξερράγη πρῶτον διὰ τοῦ σχηματισμοῦ προκηρύξεων γεμάτων τὰ ρανίσματα, εἰς τὰς θύρας τοῦ Σεϊχουλισλάμη καὶ τῆς Μεγάλης Βεζυρίας. Ἐπειτα συναθροίσθησαν εἰς πολλὰς χιλιάδας εἰς τὸ Ἀκ-Σεράι, εἰς πολλὰς σοφτάδας καὶ οὐλεμάδες, ἐξ ὧν μεγάλη διαδήλωσις παρὰ τῷ Σουλτάνῳ. Ὁ στρατηγὸς καὶ πρεσβευτὴς Ἰγνάτιεφ, ἐπληροφορήθη ἐν τῷ μεταξὺ πάντα ταῦτα καὶ λαμβάνοντο ὑπὸ τῆς Πύλης. Ὁ Ἀβδοὺλ Ἀζίζ, μαθὼν εἰς τὰ Ἀνάκτορα τὸ κίνημα τῶν σοφτάδων, ἐφοβήθη καὶ ἀπέλυσε ἀμέσως τὸν Μεγάλον Βεζύρην καὶ διώρισε τὸν Ρουσσὴ Μεχμὲτ πασᾶν. — Ἀλλὰ παραποιεῖσαι τὴν ἀπάντησιν εἰς τὰ γεγονότα; — Ἐπιτυλασσόμεθα, ἀπήντησαν οἱ σοφταδες. Ὁ Ἀβδοὺλ Ἀζὶζ ἠναγκάσθη νὰ ὑπανδρεύσῃ καὶ προσωρινῶς τὸν Μιδχὰτ πασᾶν, διορίσας αὐτὸν ὡς ὑπουργὸν ἄνευ χαρτοφυλακίου. × ΑΛΛ' ΑΙ ἐπαναστατικαὶ ὁμάδες καὶ αἱ ἀνάλογες προετοιμάσεις ἐπροχώρουν. Ἐπιπλέον αὐτῶν ἡ μυστικὴ ἀστυνομία τοῦ Σουλτάνου, ἐπροχώρουν πρὸς τὸν σκοπόν. Οἱ Ἕλληνες πρόκριτοι ἔστελλαν λαμπρὰς δωρεὰς πρὸς τὸν Ἀβδοὺλ Ἀζὶζ, ἐνῷ μυστικὰς διαβουλεύσεις εἶχον μὲ τὸν Μουράτ, τὸν Μιδχὰτ πασᾶν καὶ τοὺς ἄλλους ἀρχηγοὺς τοῦ κινήματος.	[335, 150, 644, 2283]
paragraph: Η ΕΠΑΝΑΣΤΑΣΙΣ ἐξερράγη πρῶτον διὰ τοῦ σχηματισμοῦ προκηρύξεων γεμάτων τὰ ρανίσματα, εἰς τὰς θύρας τοῦ Σεϊχουλισλάμη καὶ τῆς Μεγάλης Βεζυρίας. Ἐπειτα συναθροίσθησαν εἰς πολλὰς χιλιάδας εἰς τὸ Ἀκ-Σεράι, εἰς πολλὰς σοφτάδας καὶ οὐλεμάδες, ἐξ ὧν μεγάλη διαδήλωσις παρὰ τῷ Σουλτάνῳ.	[342, 1099, 635, 1240]
table-row: Ἑταιρ. Ἀλμ. καὶ Δημ. Ἔργων 87	[35, 405, 325, 420]
paragraph: ΑΛΛ' ΑΙ ἐπαναστατικαὶ ὁμάδες καὶ αἱ ἀνάλογες προετοιμάσεις ἐπροχώρουν. Ἐπιπλέον αὐτῶν ἡ μυστικὴ ἀστυνομία τοῦ Σουλτάνου, ἐπροχώρουν πρὸς τὸν σκοπόν. Οἱ Ἕλληνες πρόκριτοι ἔστελλαν λαμπρὰς δωρεὰς πρὸς τὸν Ἀβδοὺλ Ἀζὶζ, ἐνῷ μυστικὰς διαβουλεύσεις εἶχον μὲ τὸν Μουράτ, τὸν Μιδχὰτ πασᾶν καὶ τοὺς ἄλλους ἀρχηγοὺς τοῦ κινήματος.	[342, 1554, 635, 1712]
paragraph: ΤΟ ΠΡΑΞΙΚΟΠΗΜΑ συνετελέσθη τὴν Δευτέραν 30 Μαΐου περὶ ὥραν 3 πρωινήν, μετὰ μυστικότητος, μεθ' ἧς ὀλίγας ἀξιοθαυμάστου.	[651, 861, 945, 931]
table-row: Ἑλληνικὴ Ἑταιρεία Λιπασμάτων Δρ. 109	[35, 340, 325, 355]
bourse-title: ΧΡΗΜΑΤΙΣΤΗΡΙΟΝ	[97, 155, 263, 173]
